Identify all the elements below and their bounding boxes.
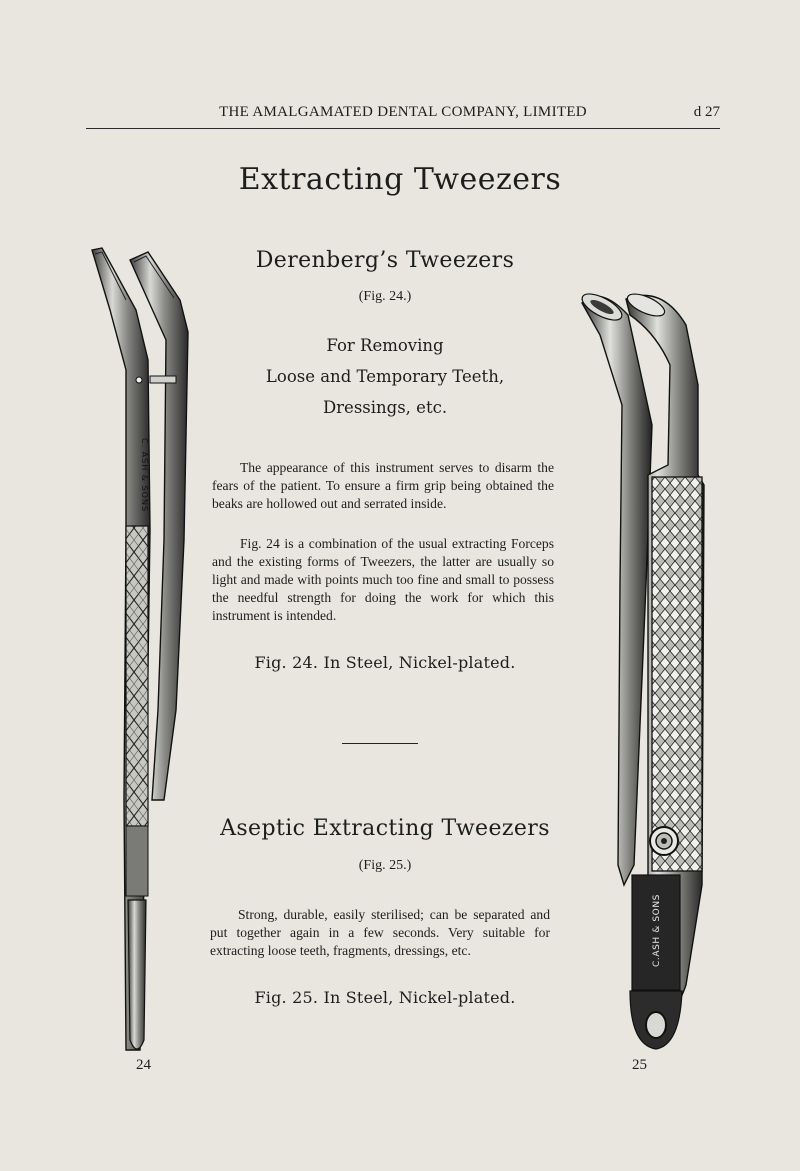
derenberg-tweezers-illustration [80,240,210,1060]
running-head [86,104,720,126]
derenberg-paragraph-1: The appearance of this instrument serves to disarm the fears of the patient. To ensure a firm grip being obtained the beaks are hollowed out and serrated inside. [212,460,554,511]
page-title: Extracting Tweezers [238,162,562,197]
purpose-line: Dressings, etc. [322,398,448,417]
derenberg-heading: Derenberg’s Tweezers [255,248,515,273]
fig-24-number: 24 [136,1057,151,1073]
running-title: THE AMALGAMATED DENTAL COMPANY, LIMITED [219,104,587,120]
fig-25-engraving: C.ASH & SONS [652,894,662,967]
page-number: d 27 [693,104,720,120]
fig-24-engraving: C. ASH & SONS [140,438,149,512]
fig-25-ref: (Fig. 25.) [358,858,412,873]
aseptic-heading: Aseptic Extracting Tweezers [220,816,550,841]
aseptic-paragraph: Strong, durable, easily sterilised; can be separated and put together again in a few seconds. Very suitable for extracting loose teeth, fragments, dressings, etc. [210,907,550,958]
fig-25-caption: Fig. 25. In Steel, Nickel-plated. [254,988,516,1007]
purpose-line: For Removing [326,336,444,355]
section-divider [342,743,418,744]
fig-25-number: 25 [632,1057,647,1073]
aseptic-tweezers-illustration [570,285,710,1055]
purpose-line: Loose and Temporary Teeth, [265,367,505,386]
fig-24-caption: Fig. 24. In Steel, Nickel-plated. [254,653,516,672]
header-rule [86,128,720,129]
derenberg-purpose [230,330,540,423]
fig-24-ref: (Fig. 24.) [358,289,412,304]
derenberg-paragraph-2: Fig. 24 is a combination of the usual extracting Forceps and the existing forms of Tweezers, the latter are usually so light and made with points much too fine and small to possess the needful strength for doing the work for which this instrument is intended. [212,536,554,623]
